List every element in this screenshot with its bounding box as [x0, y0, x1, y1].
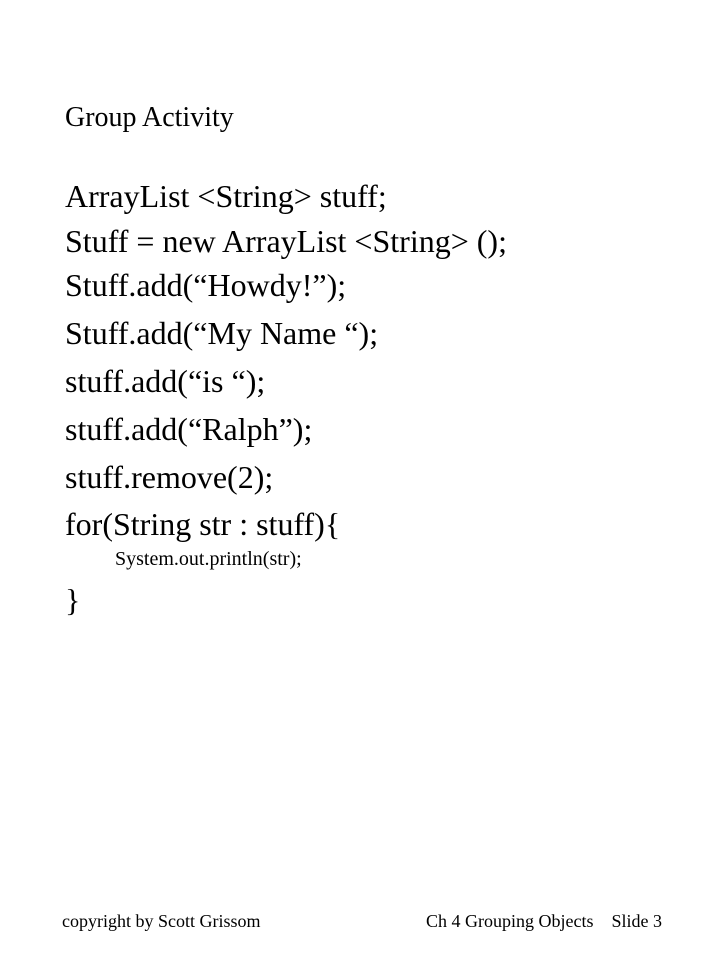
code-line-add-my-name: Stuff.add(“My Name “);: [65, 315, 379, 351]
code-line-closing-brace: }: [65, 582, 81, 618]
code-line-add-howdy: Stuff.add(“Howdy!”);: [65, 267, 347, 303]
code-line-add-is: stuff.add(“is “);: [65, 363, 266, 399]
code-line-add-ralph: stuff.add(“Ralph”);: [65, 411, 313, 447]
slide-title: Group Activity: [65, 102, 234, 133]
footer-chapter-slide: Ch 4 Grouping Objects Slide 3: [426, 911, 662, 931]
code-line-for-loop: for(String str : stuff){: [65, 506, 341, 542]
code-line-declaration: ArrayList <String> stuff;: [65, 178, 387, 214]
code-line-println: System.out.println(str);: [115, 548, 302, 570]
code-line-remove: stuff.remove(2);: [65, 459, 274, 495]
footer-copyright: copyright by Scott Grissom: [62, 911, 261, 931]
code-line-instantiation: Stuff = new ArrayList <String> ();: [65, 223, 507, 259]
